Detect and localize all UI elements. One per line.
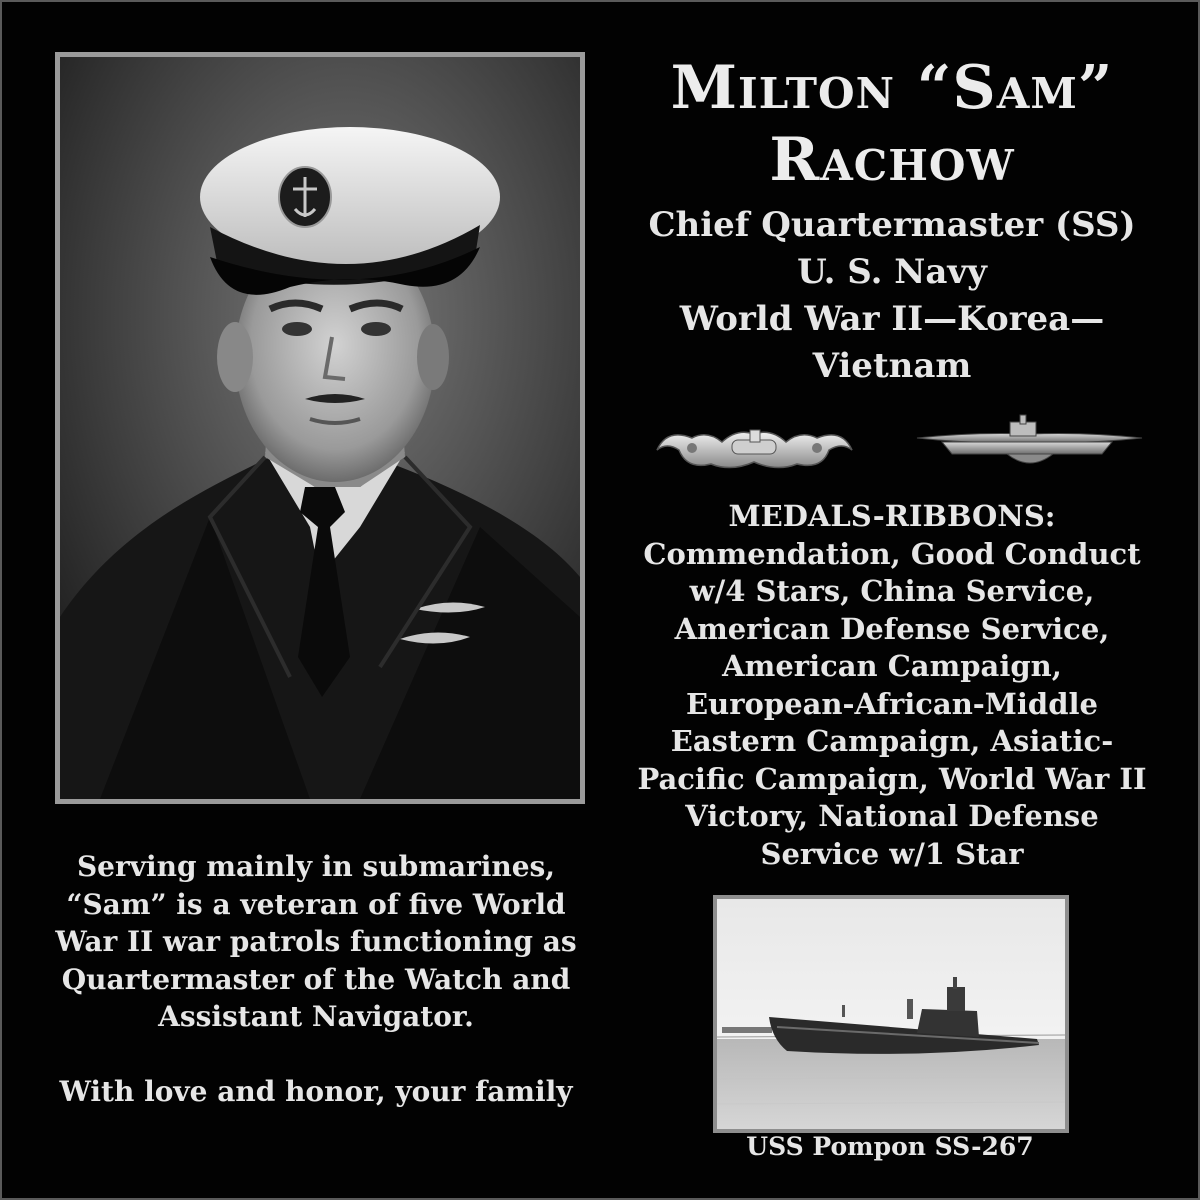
submarine-photo [713,895,1069,1133]
bio-line: “Sam” is a veteran of five World [66,887,566,921]
medals-line: Service w/1 Star [760,836,1024,871]
medals-line: American Campaign, [722,649,1062,683]
medals-heading: MEDALS-RIBBONS: [728,499,1056,533]
insignia-row [642,410,1152,482]
medals-line: Pacific Campaign, World War II [637,761,1147,796]
medals-ribbons-list [622,498,1162,873]
submarine-combat-patrol-insignia-icon [912,414,1147,472]
wars-line-2: Vietnam [812,346,972,386]
bio-line: War II war patrols functioning as [55,925,577,958]
bio-line: Serving mainly in submarines, [76,850,556,883]
rank-line: Chief Quartermaster (SS) [648,205,1136,245]
wars-line: World War II—Korea— [679,299,1105,339]
bio-line: Assistant Navigator. [158,1000,474,1033]
medals-line: w/4 Stars, China Service, [689,574,1095,608]
submarine-dolphins-insignia-icon [647,420,862,478]
family-dedication: With love and honor, your family [59,1074,573,1108]
service-details [602,202,1182,390]
medals-line: Victory, National Defense [685,799,1099,833]
medals-line: Commendation, Good Conduct [643,536,1141,571]
portrait-photo [55,52,585,804]
biography [52,848,580,1110]
bio-line: Quartermaster of the Watch and [61,962,571,996]
branch-line: U. S. Navy [797,252,987,292]
honoree-name [602,52,1182,196]
name-line-1: Milton “Sam” [670,53,1114,123]
name-line-2: Rachow [769,125,1015,195]
medals-line: European-African-Middle [686,686,1098,721]
submarine-caption: USS Pompon SS-267 [746,1132,1034,1161]
medals-line: American Defense Service, [674,611,1110,646]
medals-line: Eastern Campaign, Asiatic- [670,724,1114,758]
